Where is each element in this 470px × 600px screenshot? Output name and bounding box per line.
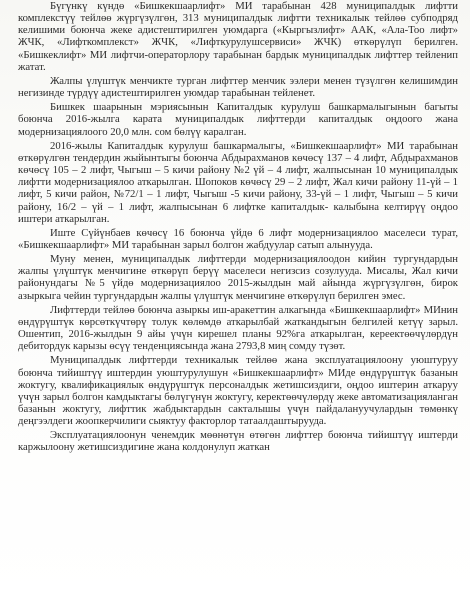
paragraph-4: 2016-жылы Капиталдык курулуш башкармалыгы, «Бишкекшаарлифт» МИ тарабынан өткөрүлгөн тендердин жыйынтыгы боюнча Абдырахманов көчөсү 137 – 4 лифт, Абдырахманов көчөсү 105 – 2 лифт, Чыгыш – 5 кичи району №2 үй – 4 лифт, жалпысынан 10 муниципалдык лифтти модернизациялоо аткарылган. Шопоков көчөсү 29 – 2 лифт, Жал кичи району 11-үй – 1 лифт, 5 кичи район, №72/1 – 1 лифт, Чыгыш -5 кичи району, 33-үй – 1 лифт, Чыгыш – 5 кичи району, 16/2 – үй – 1 лифт, жалпысынан 6 лифтке капиталдык- калыбына келтирүү оңдоо иштери аткарылган. bbox=[18, 139, 458, 225]
paragraph-5: Иште Сүйүнбаев көчөсү 16 боюнча үйдө 6 лифт модернизациялоо маселеси турат, «Бишкекшаарлифт» МИ тарабынан зарыл болгон жабдуулар сатып алынууда. bbox=[18, 226, 458, 251]
paragraph-3: Бишкек шаарынын мэриясынын Капиталдык курулуш башкармалыгынын багыты боюнча 2016-жылга карата муниципалдык лифттерди капиталдык оңдоого жана модернизациялоого 20,0 млн. сом бөлүү каралган. bbox=[18, 101, 458, 138]
paragraph-7: Лифттерди тейлөө боюнча азыркы иш-аракеттин алкагында «Бишкекшаарлифт» МИнин өндүрүштүк көрсөткүчтөрү толук көлөмдө аткарылбай жаткандыгын белгилей кетүү зарыл. Ошентип, 2016-жылдын 9 айы үчүн кирешел планы 92%га аткарылган, кереектөөчүлөрдүн дебитордук карызы өсүү тенденциясында жана 2793,8 миң сомду түзөт. bbox=[18, 303, 458, 353]
paragraph-2: Жалпы үлүштүк менчикте турган лифттер менчик ээлери менен түзүлгөн келишимдин негизинде түрдүү адистештирилген уюмдар тарабынан тейленет. bbox=[18, 74, 458, 100]
paragraph-6: Муну менен, муниципалдык лифттерди модернизациялоодон кийин тургундардын жалпы үлүштүк менчигине өткөрүп берүү маселеси негизсиз созулууда. Мисалы, Жал кичи районундагы №5 үйдө модернизациялоо 2015-жылдын май айында жүргүзүлгөн, бирок азыркыга чейин тургундардын жалпы үлүштүк менчигине өткөрүлүп берилген эмес. bbox=[18, 253, 458, 302]
paragraph-8: Муниципалдык лифттерди техникалык тейлөө жана эксплуатациялоону уюштуруу боюнча тийиштүү иштердин уюштурулушун «Бишкекшаарлифт» МИде өндүрүштүк базанын жоктугу, квалификациялык өндүрүштүк персоналдык жетишсиздиги, оңдоо иштерин аткаруу үчүн зарыл болгон камдыктагы бөлүгүнүн жоктугу, керектөөчүлөрдү жеке автоматизацияланган базанын жоктугу, лифттик жабдыктардын сакталышы үчүн пайдалануучулардын төмөнкү деңгээлдеги жоопкерчилиги сыяктуу факторлор татаалдаштырууда. bbox=[18, 354, 458, 428]
paragraph-9: Эксплуатациялоонун ченемдик мөөнөтүн өтөгөн лифттер боюнча тийиштүү иштерди каржылоону жетишсиздигине жана колдонулуп жаткан bbox=[18, 429, 458, 454]
paragraph-1: Бүгүнкү күндө «Бишкекшаарлифт» МИ тарабынан 428 муниципалдык лифтти комплекстүү тейлөө жүргүзүлгөн, 313 муниципалдык лифтти техникалык тейлөө субподряд келишими боюнча жеке адистештирилген уюмдарга («Кыргызлифт» ААК, «Ала-Тоо лифт» ЖЧК, «Лифткомплекст» ЖЧК, «Лифткурулушсервиси» ЖЧК) өткөрүлүп берилген. «Бишкеклифт» МИ лифтчи-операторлору тарабынан бардык муниципалдык лифттер тейленип жатат. bbox=[18, 0, 458, 73]
document-body bbox=[18, 0, 458, 456]
